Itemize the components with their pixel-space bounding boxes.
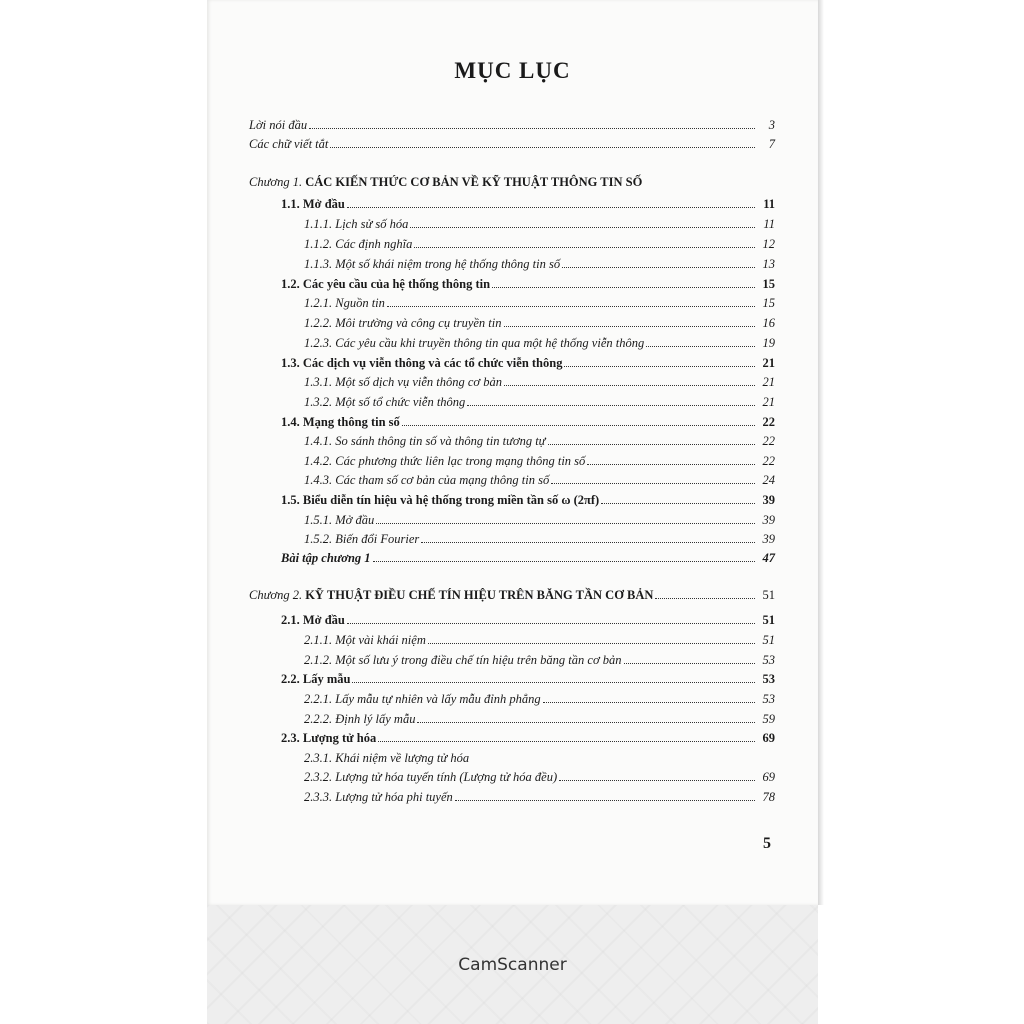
toc-subsection-page: 39 [762, 513, 775, 527]
toc-leader [376, 511, 755, 524]
toc-section [281, 413, 775, 431]
toc-subsection [304, 530, 775, 548]
toc-leader [548, 432, 756, 445]
toc-subsection-page: 21 [762, 395, 775, 409]
toc-subsection-label: 1.3.2. Một số tổ chức viễn thông [304, 395, 466, 409]
toc-exercise-page: 47 [762, 551, 775, 565]
toc-leader [347, 611, 755, 624]
page-edge [818, 0, 824, 905]
toc-subsection-label: 1.4.1. So sánh thông tin số và thông tin tương tự [304, 434, 546, 448]
toc-subsection-label: 1.5.2. Biến đổi Fourier [304, 532, 420, 546]
chapter-title: KỸ THUẬT ĐIỀU CHẾ TÍN HIỆU TRÊN BĂNG TẦN CƠ BẢN [305, 588, 654, 602]
toc-subsection-label: 2.3.3. Lượng tử hóa phi tuyến [304, 790, 453, 804]
toc-subsection [304, 255, 775, 273]
toc-entry-page: 7 [768, 137, 775, 151]
toc-leader [402, 413, 755, 426]
toc-subsection-label: 2.1.2. Một số lưu ý trong điều chế tín hiệu trên băng tần cơ bản [304, 653, 622, 667]
toc-entry-label: Các chữ viết tắt [249, 137, 329, 151]
toc-subsection-page: 13 [762, 257, 775, 271]
toc-section-page: 15 [762, 277, 775, 291]
toc-leader [624, 651, 756, 664]
toc-subsection [304, 314, 775, 332]
toc-leader [564, 354, 755, 367]
toc-subsection-label: 2.2.2. Định lý lấy mẫu [304, 712, 416, 726]
toc-subsection [304, 432, 775, 450]
toc-leader [559, 768, 755, 781]
toc-subsection-page: 12 [762, 237, 775, 251]
toc-subsection [304, 215, 775, 233]
toc-subsection-page: 59 [762, 712, 775, 726]
toc-section-page: 11 [763, 197, 775, 211]
toc-subsection [304, 710, 775, 728]
toc-subsection-label: 2.1.1. Một vài khái niệm [304, 633, 426, 647]
toc-section-label: 1.4. Mạng thông tin số [281, 415, 400, 429]
toc-subsection [304, 511, 775, 529]
toc-subsection-label: 1.1.1. Lịch sử số hóa [304, 217, 409, 231]
toc-exercise-label: Bài tập chương 1 [281, 551, 371, 565]
toc-leader [492, 275, 755, 288]
toc-leader [309, 116, 755, 129]
toc-subsection [304, 373, 775, 391]
toc-subsection-page: 19 [762, 336, 775, 350]
toc-section [281, 611, 775, 629]
toc-leader [330, 135, 755, 148]
toc-leader [504, 373, 755, 386]
scanner-watermark: CamScanner [458, 955, 567, 975]
toc-leader [543, 690, 755, 703]
toc-subsection [304, 235, 775, 253]
toc-subsection [304, 690, 775, 708]
toc-leader [410, 215, 755, 228]
toc-section-page: 22 [762, 415, 775, 429]
toc-subsection-label: 2.3.2. Lượng tử hóa tuyến tính (Lượng tử hóa đều) [304, 770, 558, 784]
chapter-heading [249, 586, 653, 604]
toc-section-page: 51 [762, 613, 775, 627]
toc-entry-page: 3 [768, 118, 775, 132]
toc-subsection-page: 15 [762, 296, 775, 310]
toc-leader [504, 314, 756, 327]
toc-leader [455, 788, 755, 801]
toc-section-page: 53 [762, 672, 775, 686]
toc-leader [352, 670, 755, 683]
toc-subsection [304, 334, 775, 352]
chapter-heading [249, 173, 642, 191]
toc-subsection-label: 1.3.1. Một số dịch vụ viễn thông cơ bản [304, 375, 502, 389]
toc-subsection-page: 53 [762, 653, 775, 667]
toc-subsection-label: 1.4.3. Các tham số cơ bản của mạng thông tin số [304, 473, 550, 487]
toc-subsection [304, 768, 775, 786]
toc-leader [378, 729, 755, 742]
toc-exercise [281, 549, 775, 567]
toc-subsection-label: 1.2.1. Nguồn tin [304, 296, 385, 310]
toc-section-label: 1.3. Các dịch vụ viễn thông và các tổ chức viễn thông [281, 356, 563, 370]
toc-section [281, 491, 775, 509]
toc-entry-label: Lời nói đầu [249, 118, 308, 132]
toc-subsection-page: 11 [763, 217, 775, 231]
toc-leader [417, 710, 755, 723]
toc-subsection [304, 471, 775, 489]
chapter-title: CÁC KIẾN THỨC CƠ BẢN VỀ KỸ THUẬT THÔNG TIN SỐ [305, 175, 643, 189]
toc-subsection-label: 1.2.3. Các yêu cầu khi truyền thông tin qua một hệ thống viễn thông [304, 336, 645, 350]
toc-subsection-label: 2.3.1. Khái niệm về lượng tử hóa [304, 751, 470, 765]
toc-section-label: 1.2. Các yêu cầu của hệ thống thông tin [281, 277, 491, 291]
toc-subsection [304, 452, 775, 470]
toc-section-page: 39 [762, 493, 775, 507]
chapter-prefix: Chương 2. [249, 588, 303, 602]
toc-leader [347, 195, 755, 208]
toc-subsection-page: 78 [762, 790, 775, 804]
toc-subsection [304, 651, 775, 669]
toc-subsection [304, 631, 775, 649]
page-number: 5 [763, 835, 771, 852]
toc-entry-abbreviations [249, 135, 775, 153]
toc-section [281, 729, 775, 747]
toc-section [281, 195, 775, 213]
toc-leader [428, 631, 755, 644]
toc-leader [601, 491, 755, 504]
toc-leader [467, 393, 755, 406]
toc-leader [421, 530, 755, 543]
toc-chapter-2 [249, 586, 775, 604]
chapter-page: 51 [762, 588, 775, 602]
toc-entry-preface [249, 116, 775, 134]
toc-section [281, 354, 775, 372]
toc-subsection [304, 294, 775, 312]
toc-subsection-page: 51 [762, 633, 775, 647]
toc-subsection [304, 393, 775, 411]
toc-section-label: 1.1. Mở đầu [281, 197, 345, 211]
toc-section-label: 2.1. Mở đầu [281, 613, 345, 627]
toc-subsection-page: 22 [762, 434, 775, 448]
toc-leader [655, 586, 755, 599]
toc-chapter-1 [249, 173, 775, 191]
toc-leader [562, 255, 755, 268]
toc-leader [387, 294, 755, 307]
toc-section-page: 21 [762, 356, 775, 370]
toc-subsection-label: 1.5.1. Mở đầu [304, 513, 375, 527]
toc-section-page: 69 [762, 731, 775, 745]
toc-subsection-page: 22 [762, 454, 775, 468]
toc-subsection-page: 69 [762, 770, 775, 784]
toc-subsection-label: 1.1.2. Các định nghĩa [304, 237, 413, 251]
toc-section [281, 670, 775, 688]
toc-section-label: 2.2. Lấy mẫu [281, 672, 351, 686]
toc-subsection [304, 749, 775, 767]
toc-subsection-page: 21 [762, 375, 775, 389]
toc-section-label: 1.5. Biểu diễn tín hiệu và hệ thống trong miền tần số ω (2πf) [281, 493, 600, 507]
toc-leader [414, 235, 755, 248]
toc-title: MỤC LỤC [454, 58, 571, 83]
toc-leader [551, 471, 755, 484]
toc-subsection-label: 1.1.3. Một số khái niệm trong hệ thống thông tin số [304, 257, 561, 271]
chapter-prefix: Chương 1. [249, 175, 303, 189]
toc-subsection-page: 53 [762, 692, 775, 706]
toc-subsection-label: 1.2.2. Môi trường và công cụ truyền tin [304, 316, 502, 330]
toc-subsection-page: 39 [762, 532, 775, 546]
toc-subsection-page: 24 [762, 473, 775, 487]
toc-subsection-page: 16 [762, 316, 775, 330]
toc-subsection-label: 2.2.1. Lấy mẫu tự nhiên và lấy mẫu đỉnh phẳng [304, 692, 541, 706]
toc-leader [646, 334, 755, 347]
toc-leader [587, 452, 755, 465]
toc-subsection-label: 1.4.2. Các phương thức liên lạc trong mạng thông tin số [304, 454, 586, 468]
toc-leader [373, 549, 755, 562]
toc-section [281, 275, 775, 293]
toc-subsection [304, 788, 775, 806]
toc-section-label: 2.3. Lượng tử hóa [281, 731, 377, 745]
